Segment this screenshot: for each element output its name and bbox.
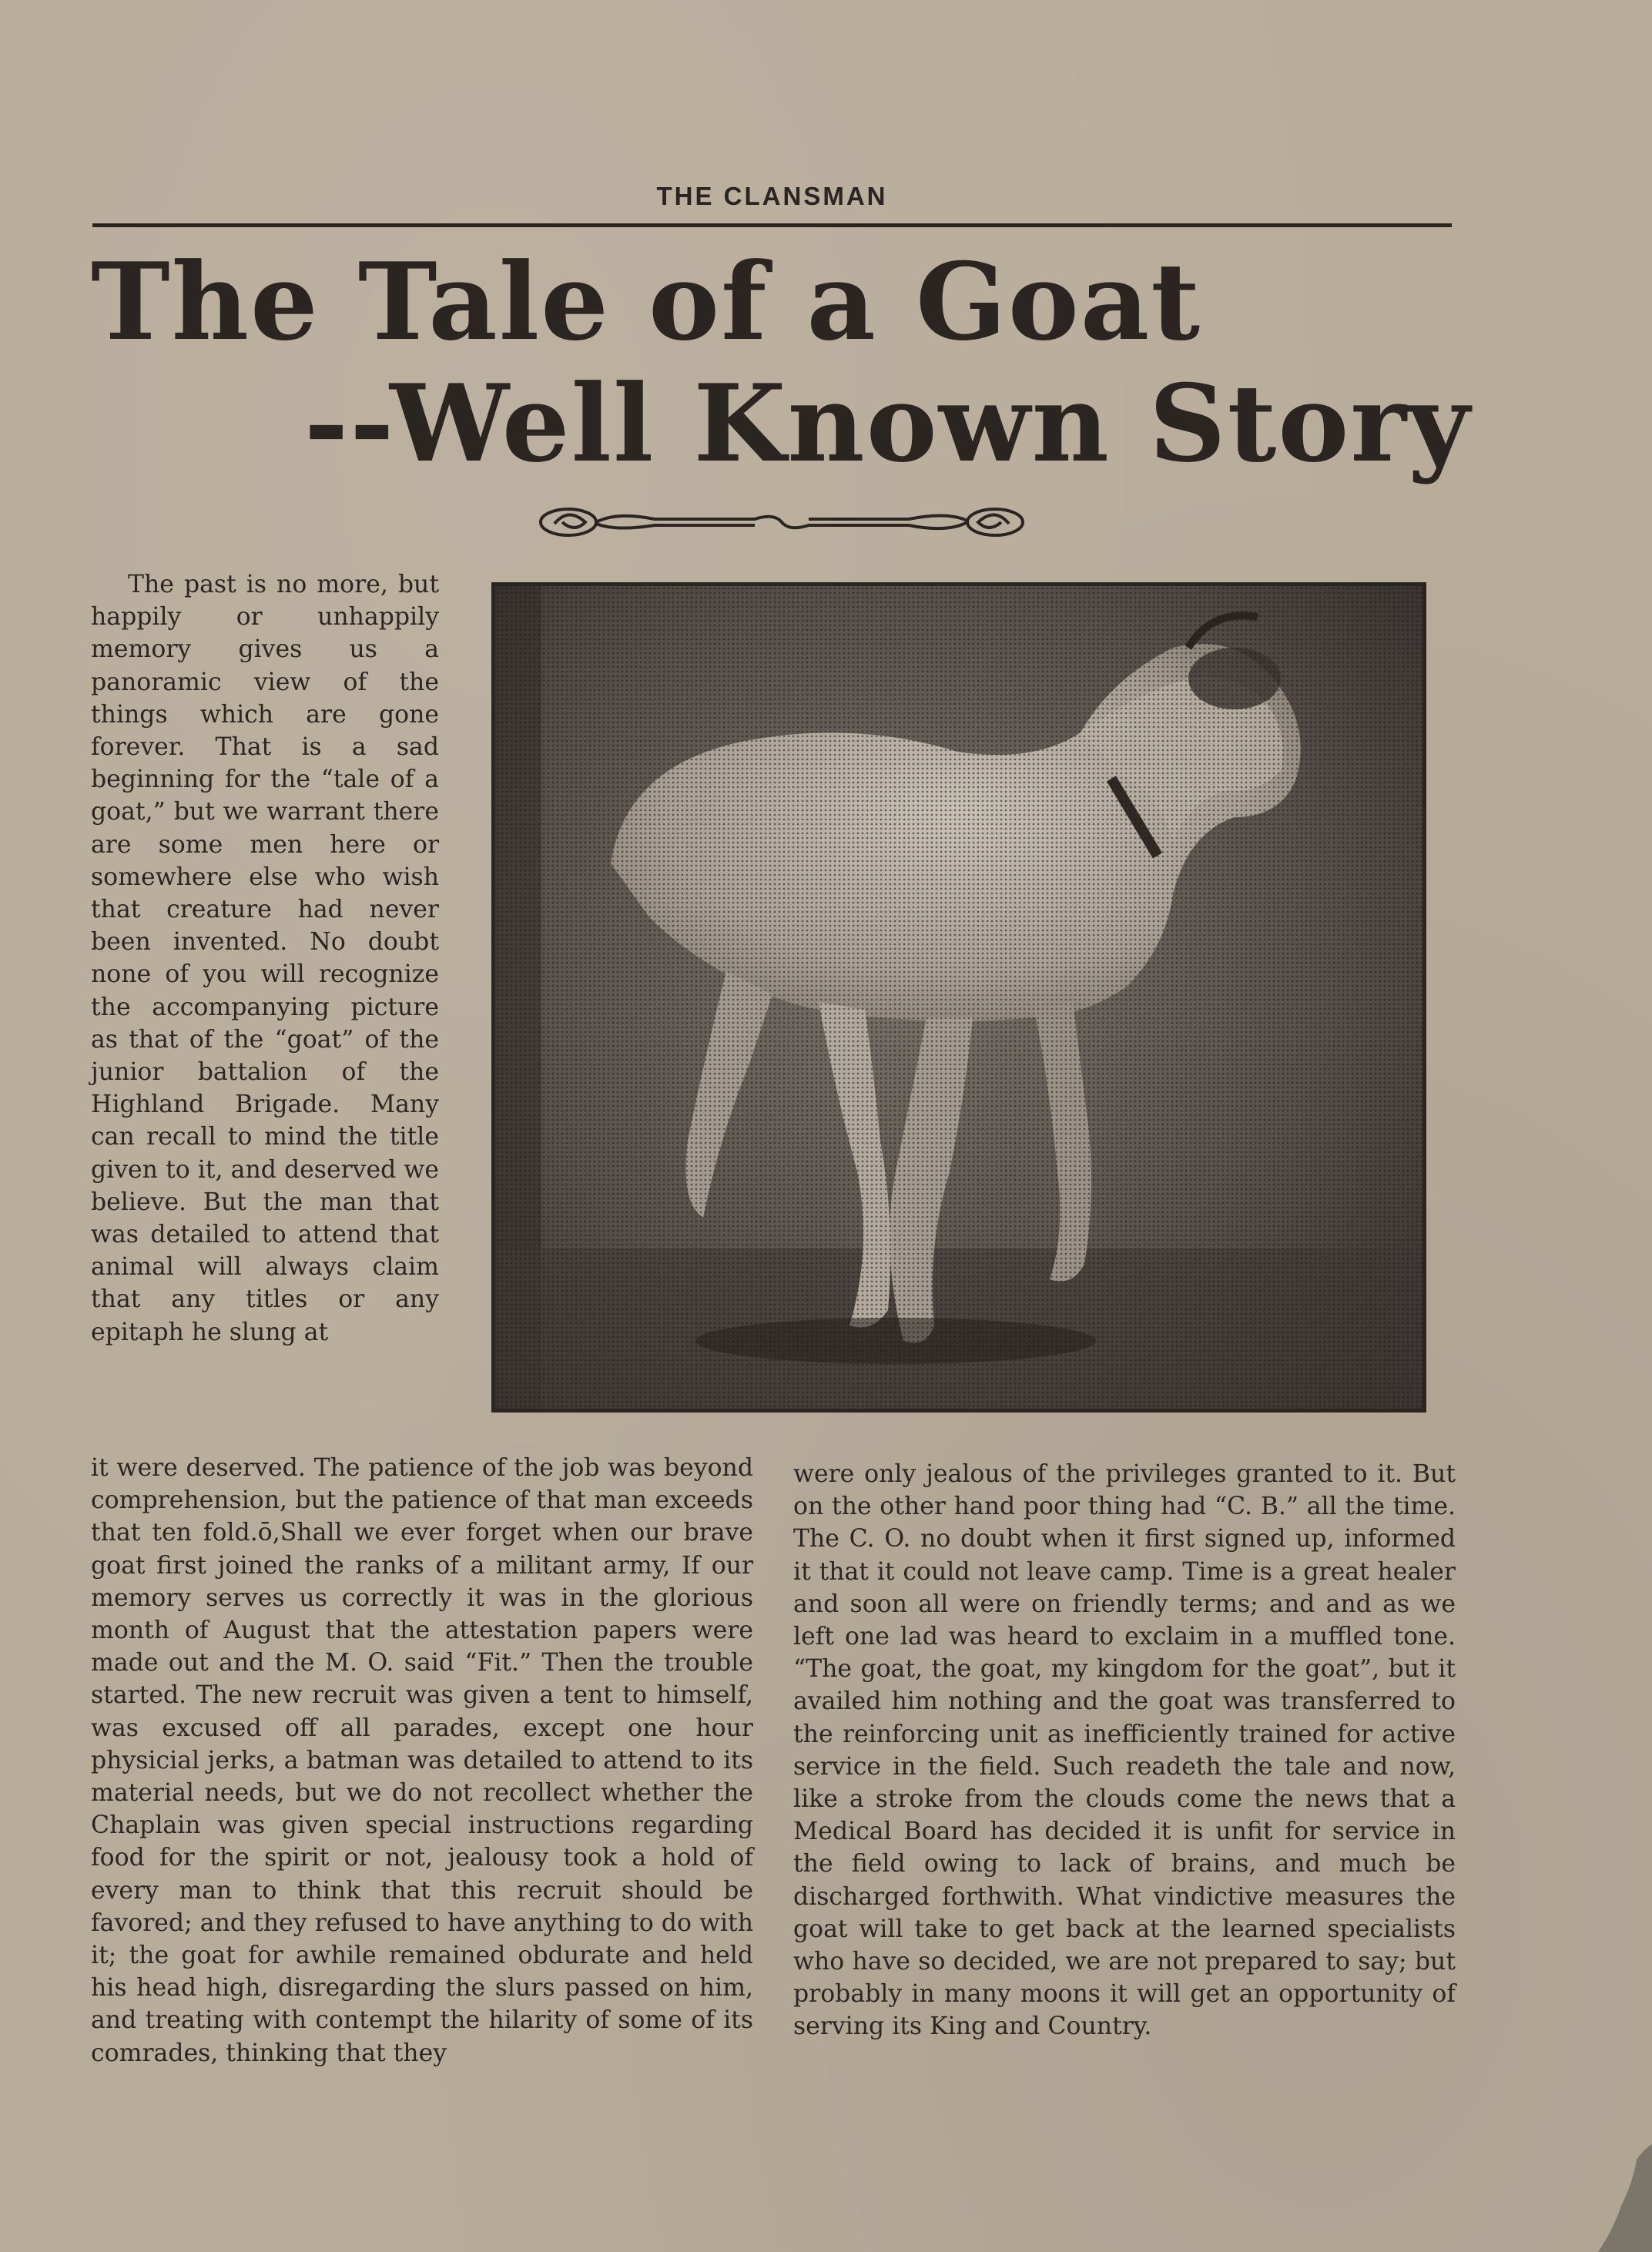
article-body-left-top: The past is no more, but happily or unhappily memory gives us a panoramic view of the things which are gone forever. That is a sad beginning for the “tale of a goat,” but we warrant there are some men here or somewhere else who wish that creature had never been invented. No doubt none of you will recognize the accompanying picture as that of the “goat” of the junior battalion of the Highland Brigade. Many can recall to mind the title given to it, and deserved we believe. But the man that was detailed to attend that animal will always claim that any titles or any epitaph he slung at <box>91 571 439 1346</box>
page-tear-icon <box>1598 2144 1652 2252</box>
article-title-line-2: --Well Known Story <box>304 360 1472 486</box>
article-title-line-1: The Tale of a Goat <box>91 239 1202 364</box>
article-body-right: were only jealous of the privileges granted to it. But on the other hand poor thing had “C. B.” all the time. The C. O. no doubt when it first signed up, informed it that it could not leave camp. Time is a great healer and soon all were on friendly terms; and and as we left one lad was heard to exclaim in a muffled tone. “The goat, the goat, my kingdom for the goat”, but it availed him nothing and the goat was transferred to the reinforcing unit as inefficiently trained for active service in the field. Such readeth the tale and now, like a stroke from the clouds come the news that a Medical Board has decided it is unfit for service in the field owing to lack of brains, and much be discharged forthwith. What vindictive measures the goat will take to get back at the learned specialists who have so decided, we are not prepared to say; but probably in many moons it will get an opportunity of serving its King and Country. <box>793 1460 1456 2041</box>
running-head: THE CLANSMAN <box>656 182 888 210</box>
header-rule <box>92 223 1452 227</box>
goat-photo-icon <box>495 586 1422 1409</box>
ornament-divider-icon <box>531 501 1032 544</box>
goat-photo <box>491 582 1426 1413</box>
article-body-left-bottom: it were deserved. The patience of the job was beyond comprehension, but the patience of that man exceeds that ten fold.ō,Shall we ever forget when our brave goat first joined the ranks of a militant army, If our memory serves us correctly it was in the glorious month of August that the attestation papers were made out and the M. O. said “Fit.” Then the trouble started. The new recruit was given a tent to himself, was excused off all parades, except one hour physicial jerks, a batman was detailed to attend to its material needs, but we do not recollect whether the Chaplain was given special instructions regarding food for the spirit or not, jealousy took a hold of every man to think that this recruit should be favored; and they refused to have anything to do with it; the goat for awhile remained obdurate and held his head high, disregarding the slurs passed on him, and treating with contempt the hilarity of some of its comrades, thinking that they <box>91 1454 753 2067</box>
